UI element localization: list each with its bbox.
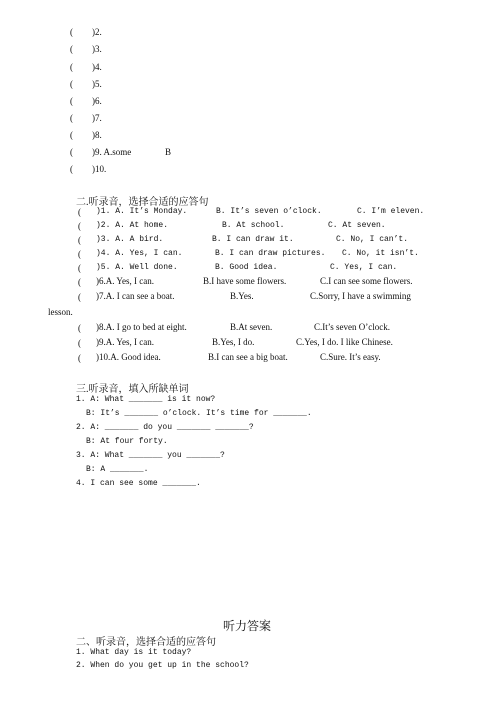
paren: ( [70,147,73,157]
item-text: )10. [92,164,107,174]
option-b: B. I can draw pictures. [215,249,326,258]
option-a: )8.A. I go to bed at eight. [96,322,187,332]
option-b: B. I can draw it. [212,235,294,244]
paren: ( [70,27,73,37]
fill-line: B: At four forty. [86,437,168,446]
option-c: C. At seven. [328,221,386,230]
item-text: )9. A.some [92,147,132,157]
answer-line: 2. When do you get up in the school? [76,661,249,670]
option-a: )6.A. Yes, I can. [96,276,154,286]
paren: ( [78,353,81,363]
paren: ( [78,292,81,302]
option-b: B.Yes, I do. [212,337,255,347]
paren: ( [70,96,73,106]
section-title: 三.听录音，填入所缺单词 [76,384,189,395]
paren: ( [70,44,73,54]
option-c: C. No, it isn’t. [342,249,419,258]
paren: ( [70,130,73,140]
option-b: B.At seven. [230,322,273,332]
option-c: C.Sure. It’s easy. [320,352,381,362]
fill-line: 3. A: What _______ you _______? [76,451,225,460]
option-c: C. Yes, I can. [330,263,398,272]
paren: ( [78,323,81,333]
paren: ( [78,249,81,259]
option-c: C. I’m eleven. [357,207,425,216]
fill-line: B: A _______. [86,465,149,474]
option-b: B. Good idea. [215,263,278,272]
option-a: )1. A. It’s Monday. [96,207,188,216]
answers-heading: 听力答案 [223,619,272,633]
option-b: B. It’s seven o’clock. [216,207,322,216]
paren: ( [78,221,81,231]
item-text: )7. [92,113,102,123]
item-text: )3. [92,44,102,54]
option-b: B [165,147,172,157]
option-a: )4. A. Yes, I can. [96,249,183,258]
paren: ( [78,277,81,287]
option-b: B.I have some flowers. [203,276,287,286]
paren: ( [78,263,81,273]
option-c: C.Sorry, I have a swimming [310,291,411,301]
option-b: B.Yes. [230,291,254,301]
option-a: )10.A. Good idea. [96,352,161,362]
section-title: 二.听录音，选择合适的应答句 [76,197,209,208]
item-text: )8. [92,130,102,140]
fill-line: B: It’s _______ o’clock. It’s time for _______. [86,409,312,418]
fill-line: 4. I can see some _______. [76,479,201,488]
paren: ( [78,338,81,348]
option-c: C.Yes, I do. I like Chinese. [296,337,393,347]
option-b: B. At school. [222,221,285,230]
option-c: C. No, I can’t. [336,235,409,244]
paren: ( [70,62,73,72]
paren: ( [70,79,73,89]
item-text: )6. [92,96,102,106]
fill-line: 2. A: _______ do you _______ _______? [76,423,254,432]
option-a: )7.A. I can see a boat. [96,291,175,301]
option-a: )5. A. Well done. [96,263,178,272]
option-a: )3. A. A bird. [96,235,164,244]
option-a: )9.A. Yes, I can. [96,337,154,347]
option-c: C.I can see some flowers. [320,276,413,286]
paren: ( [70,164,73,174]
paren: ( [78,207,81,217]
option-a: )2. A. At home. [96,221,169,230]
answers-subtitle: 二、听录音，选择合适的应答句 [76,637,216,648]
continuation-text: lesson. [48,307,73,317]
paren: ( [70,113,73,123]
option-b: B.I can see a big boat. [208,352,288,362]
answer-line: 1. What day is it today? [76,648,192,657]
paren: ( [78,235,81,245]
option-c: C.It’s seven O’clock. [314,322,390,332]
fill-line: 1. A: What _______ is it now? [76,395,216,404]
item-text: )5. [92,79,102,89]
item-text: )2. [92,27,102,37]
item-text: )4. [92,62,102,72]
